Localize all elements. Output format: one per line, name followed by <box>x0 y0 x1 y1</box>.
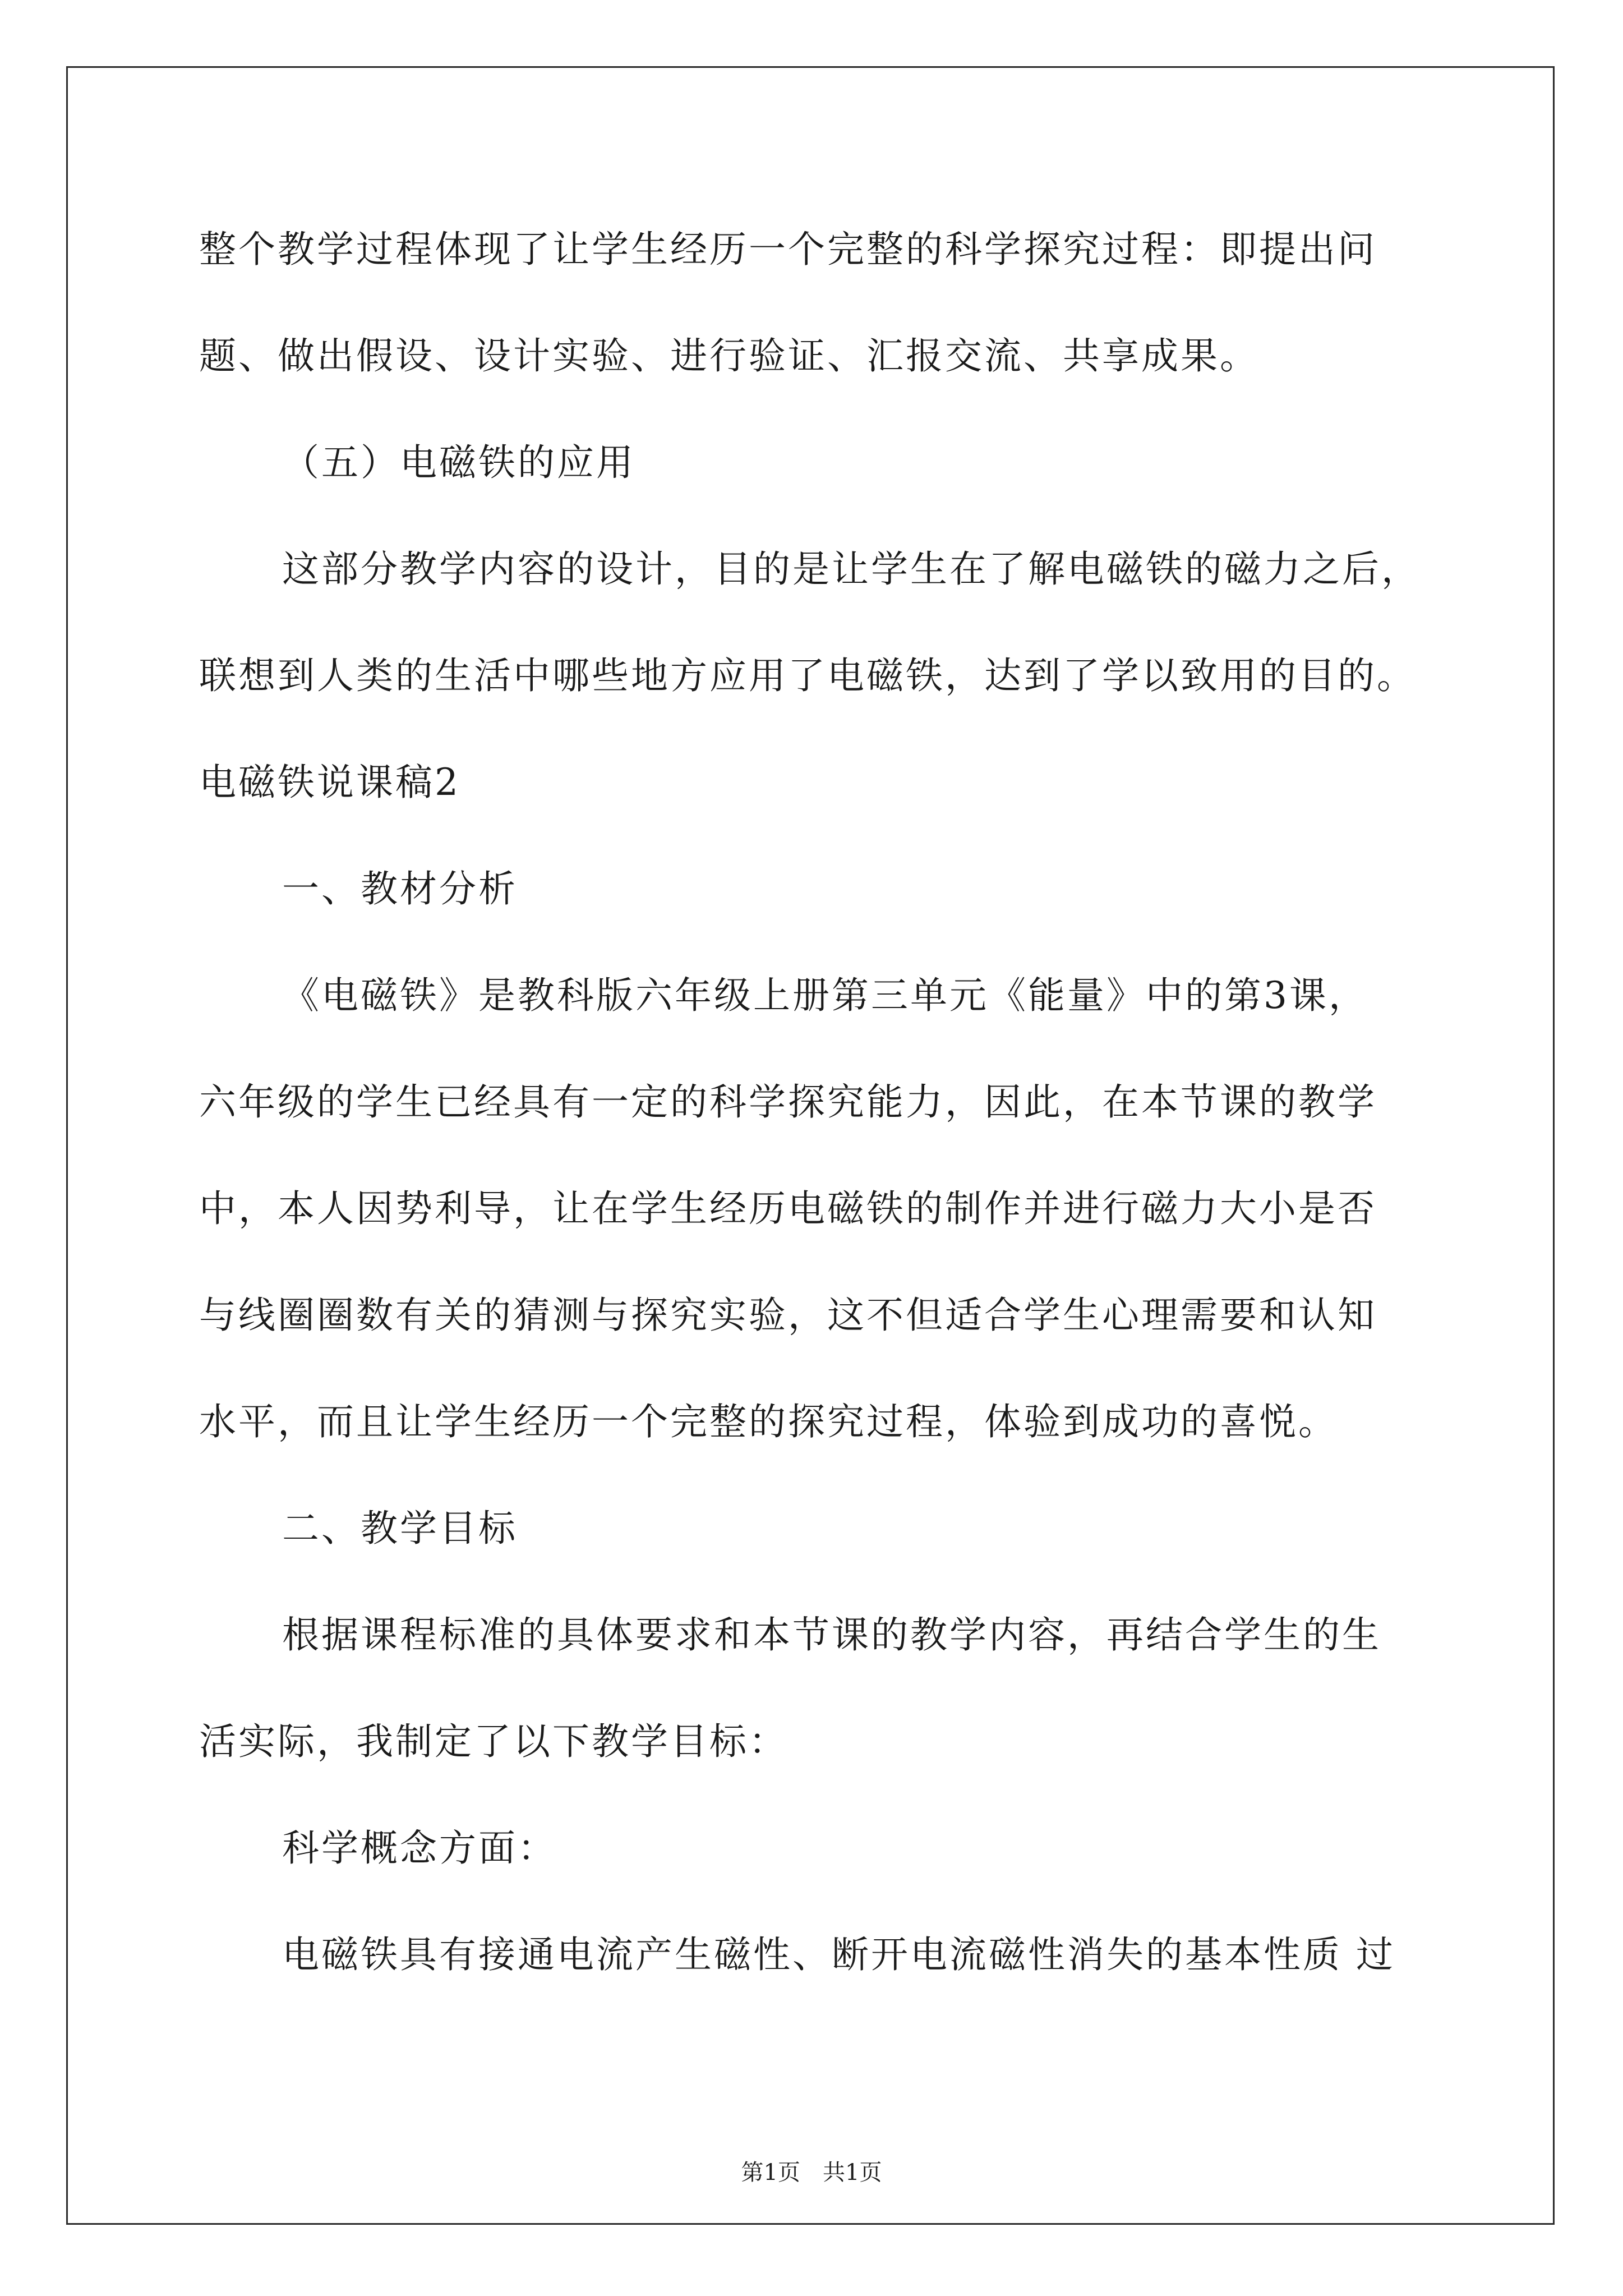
page-footer: 第1页 共1页 <box>741 2160 882 2185</box>
body-line: 根据课程标准的具体要求和本节课的教学内容，再结合学生的生 <box>282 1613 1381 1657</box>
body-line: 六年级的学生已经具有一定的科学探究能力，因此，在本节课的教学 <box>199 1080 1377 1124</box>
body-line: 与线圈圈数有关的猜测与探究实验，这不但适合学生心理需要和认知 <box>199 1294 1377 1337</box>
document-title: 电磁铁说课稿2 <box>199 761 460 804</box>
subsection-heading: 科学概念方面： <box>282 1826 557 1870</box>
body-line: 活实际，我制定了以下教学目标： <box>199 1720 788 1763</box>
body-line: 整个教学过程体现了让学生经历一个完整的科学探究过程：即提出问 <box>199 228 1377 271</box>
page-border <box>66 66 1555 2225</box>
body-line: 这部分教学内容的设计，目的是让学生在了解电磁铁的磁力之后， <box>282 547 1421 591</box>
body-line: 水平，而且让学生经历一个完整的探究过程，体验到成功的喜悦。 <box>199 1400 1338 1443</box>
section-heading: 二、教学目标 <box>282 1507 518 1550</box>
body-line: 中，本人因势利导，让在学生经历电磁铁的制作并进行磁力大小是否 <box>199 1187 1377 1230</box>
section-heading: （五）电磁铁的应用 <box>282 441 635 484</box>
body-line: 联想到人类的生活中哪些地方应用了电磁铁，达到了学以致用的目的。 <box>199 654 1416 697</box>
body-line: 《电磁铁》是教科版六年级上册第三单元《能量》中的第3课， <box>282 974 1368 1017</box>
section-heading: 一、教材分析 <box>282 867 518 910</box>
body-line: 电磁铁具有接通电流产生磁性、断开电流磁性消失的基本性质 过 <box>282 1933 1395 1976</box>
body-line: 题、做出假设、设计实验、进行验证、汇报交流、共享成果。 <box>199 334 1259 378</box>
